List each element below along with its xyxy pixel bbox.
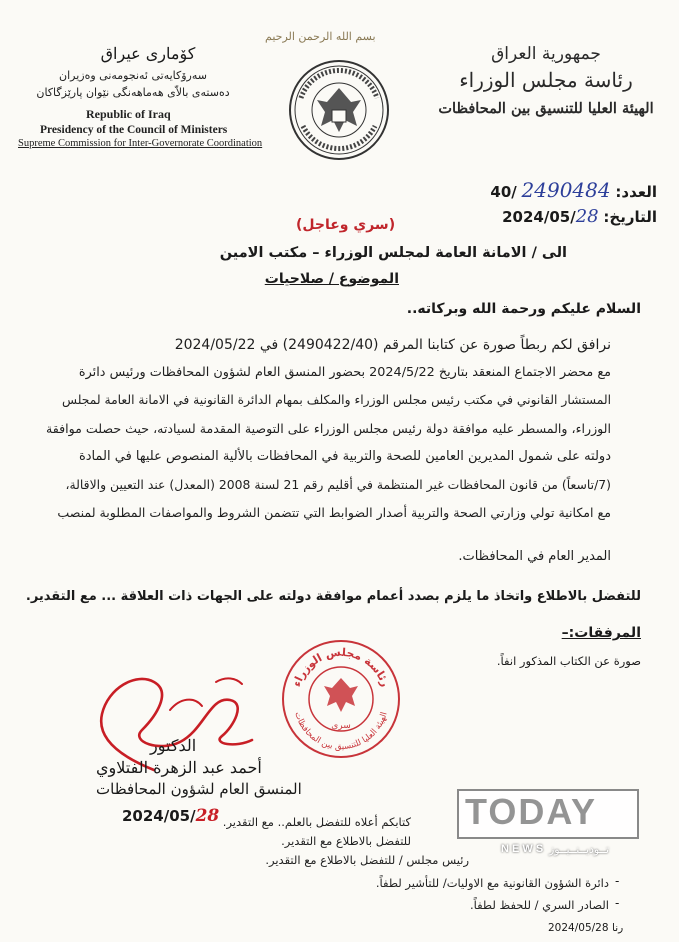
stamp-eagle-icon bbox=[324, 678, 358, 712]
kurdish-line-1: كۆمارى عيراق bbox=[100, 44, 196, 63]
date-label: التاريخ: bbox=[603, 208, 657, 226]
body-line-7: مع امكانية تولي وزارتي الصحة والتربية أصدار الضوابط التي تتضمن الشروط والمواصفات المطلوبة لمنصب bbox=[57, 505, 611, 520]
body-line-1: نرافق لكم ربطاً صورة عن كتابنا المرقم (2490422/40) في 2024/05/22 bbox=[174, 337, 611, 353]
kurdish-line-3: دەستەى بالاّى هەماهەنگى نێوان پارێزگاكان bbox=[36, 86, 230, 99]
copy-line-4: دائرة الشؤون القانونية مع الاوليات/ للتأشير لطفاً. bbox=[375, 876, 609, 890]
signature-name: أحمد عبد الزهرة الفتلاوي bbox=[96, 758, 262, 777]
date-year-month: 2024/05/ bbox=[502, 208, 576, 226]
copy-line-3: رئيس مجلس / للتفضل بالاطلاع مع التقدير. bbox=[265, 853, 469, 867]
today-news-watermark bbox=[457, 789, 635, 861]
english-presidency: Presidency of the Council of Ministers bbox=[40, 124, 228, 136]
copy-line-2: للتفضل بالاطلاع مع التقدير. bbox=[281, 834, 411, 848]
body-line-6: (7/تاسعاً) من قانون المحافظات غير المنتظمة في أقليم رقم 21 لسنة 2008 (المعدل) عند التعيين والاقالة، bbox=[65, 477, 611, 492]
english-commission: Supreme Commission for Inter-Governorate Coordination bbox=[18, 138, 263, 149]
arabic-letterhead bbox=[431, 44, 661, 117]
footer-date: 2024/05/28 bbox=[548, 922, 609, 934]
signature-date-day: 28 bbox=[195, 806, 220, 826]
kurdish-line-2: سەرۆكايەتى ئەنجومەنى وەزيران bbox=[59, 69, 207, 82]
copy-line-1: كتابكم أعلاه للتفضل بالعلم.. مع التقدير. bbox=[222, 815, 411, 829]
attachments-label: المرفقات:– bbox=[561, 625, 641, 641]
stamp-center-text: سري bbox=[331, 721, 351, 731]
body-line-2: مع محضر الاجتماع المنعقد بتاريخ 2024/5/22 بحضور المنسق العام لشؤون المحافظات ورئيس دائرة bbox=[78, 365, 611, 380]
number-handwritten: 2490484 bbox=[521, 178, 611, 202]
basmala: بسم الله الرحمن الرحيم bbox=[265, 30, 376, 43]
addressee: الى / الامانة العامة لمجلس الوزراء – مكتب الامين bbox=[219, 245, 567, 261]
watermark-news: N E W S bbox=[501, 843, 544, 855]
signature-title: الدكتور bbox=[150, 736, 197, 755]
number-label: العدد: bbox=[615, 183, 657, 201]
copy-bullet-2: - bbox=[615, 896, 620, 910]
attachments-item: صورة عن الكتاب المذكور انفاً. bbox=[496, 654, 641, 668]
greeting: السلام عليكم ورحمة الله وبركاته.. bbox=[406, 301, 641, 317]
date-row bbox=[502, 206, 657, 227]
signature-position: المنسق العام لشؤون المحافظات bbox=[96, 780, 302, 798]
copy-line-5: الصادر السري / للحفظ لطفاً. bbox=[469, 898, 609, 912]
stamp-top-text: رئاسة مجلس الوزراء bbox=[290, 645, 392, 689]
signature-date-year-month: 2024/05/ bbox=[122, 807, 196, 825]
footer-initials: رنا bbox=[612, 922, 624, 934]
body-line-5: دولته على شمول المديرين العامين للصحة والتربية في المحافظات بالألية المنصوص عليها في المادة bbox=[78, 449, 611, 464]
watermark-arabic: تــوديــنــيــوز bbox=[549, 843, 610, 856]
arabic-republic: جمهورية العراق bbox=[491, 44, 601, 64]
reference-number-row bbox=[490, 178, 657, 202]
date-value bbox=[502, 208, 599, 226]
iraq-emblem-seal bbox=[287, 58, 391, 162]
body-line-8: المدير العام في المحافظات. bbox=[458, 549, 611, 564]
official-stamp bbox=[278, 636, 404, 762]
english-republic: Republic of Iraq bbox=[86, 107, 171, 121]
closing: للتفضل بالاطلاع واتخاذ ما يلزم بصدد أعمام موافقة دولته على الجهات ذات العلاقة ... مع التقدير. bbox=[25, 589, 641, 604]
number-prefix: 40/ bbox=[490, 183, 517, 201]
body-line-4: الوزراء، والمسطر عليه موافقة دولة رئيس مجلس الوزراء على التوصية المقدمة لسيادته، حيث حصلت موافقة bbox=[45, 421, 611, 436]
copy-bullet-1: - bbox=[615, 874, 620, 888]
kurdish-english-letterhead bbox=[18, 44, 288, 149]
subject: الموضوع / صلاحيات bbox=[264, 271, 399, 287]
signature-date bbox=[122, 806, 219, 826]
body-line-3: المستشار القانوني في مكتب رئيس مجلس الوزراء والمكلف بمهام الدائرة القانونية في الامانة العامة لمجلس bbox=[62, 393, 611, 407]
stamp-bottom-text: الهيئة العليا للتنسيق بين المحافظات bbox=[292, 710, 390, 753]
arabic-commission: الهيئة العليا للتنسيق بين المحافظات bbox=[438, 100, 654, 117]
date-day-handwritten: 28 bbox=[575, 206, 599, 227]
classification: (سري وعاجل) bbox=[296, 217, 396, 233]
watermark-word: TODAY bbox=[465, 791, 598, 832]
arabic-presidency: رئاسة مجلس الوزراء bbox=[459, 68, 633, 92]
